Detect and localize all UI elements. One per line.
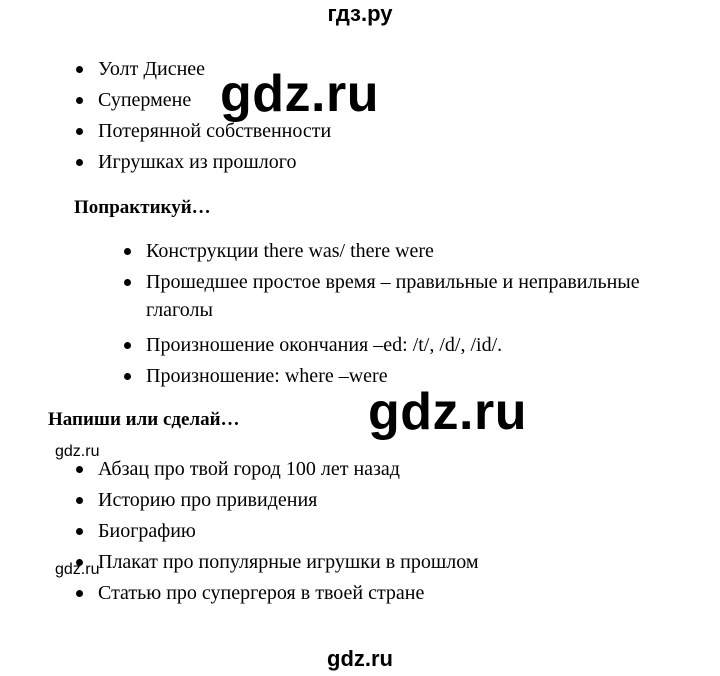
list-item-continuation: глаголы <box>146 299 213 321</box>
bullet-icon <box>76 466 83 473</box>
list-item: Прошедшее простое время – правильные и неправильные <box>146 271 640 293</box>
watermark-small: gdz.ru <box>55 561 100 578</box>
bullet-icon <box>76 497 83 504</box>
bullet-icon <box>76 97 83 104</box>
bullet-icon <box>124 279 131 286</box>
bullet-icon <box>76 590 83 597</box>
list-item: Уолт Диснее <box>98 58 206 80</box>
list-item: Биографию <box>98 520 196 542</box>
bullet-icon <box>124 373 131 380</box>
list-item: Статью про супергероя в твоей стране <box>98 582 425 604</box>
list-item: Плакат про популярные игрушки в прошлом <box>98 551 479 573</box>
list-item: Произношение окончания –ed: /t/, /d/, /id/. <box>146 334 503 356</box>
bullet-icon <box>124 248 131 255</box>
list-item: Историю про привидения <box>98 489 318 511</box>
list-item: Супермене <box>98 89 192 111</box>
watermark-small: gdz.ru <box>55 443 100 460</box>
list-item: Потерянной собственности <box>98 120 332 142</box>
list-item: Абзац про твой город 100 лет назад <box>98 458 400 480</box>
list-item: Произношение: where –were <box>146 365 388 387</box>
list-item: Конструкции there was/ there were <box>146 240 434 262</box>
bullet-icon <box>76 128 83 135</box>
watermark-large: gdz.ru <box>220 65 379 123</box>
watermark-bottom: gdz.ru <box>327 646 393 671</box>
section2-heading: Попрактикуй… <box>74 197 211 218</box>
watermark-large: gdz.ru <box>368 383 527 441</box>
bullet-icon <box>76 528 83 535</box>
list-item: Игрушках из прошлого <box>98 151 297 173</box>
section3-heading: Напиши или сделай… <box>48 409 240 430</box>
bullet-icon <box>124 342 131 349</box>
bullet-icon <box>76 159 83 166</box>
bullet-icon <box>76 66 83 73</box>
watermark-top: гдз.ру <box>327 1 393 26</box>
